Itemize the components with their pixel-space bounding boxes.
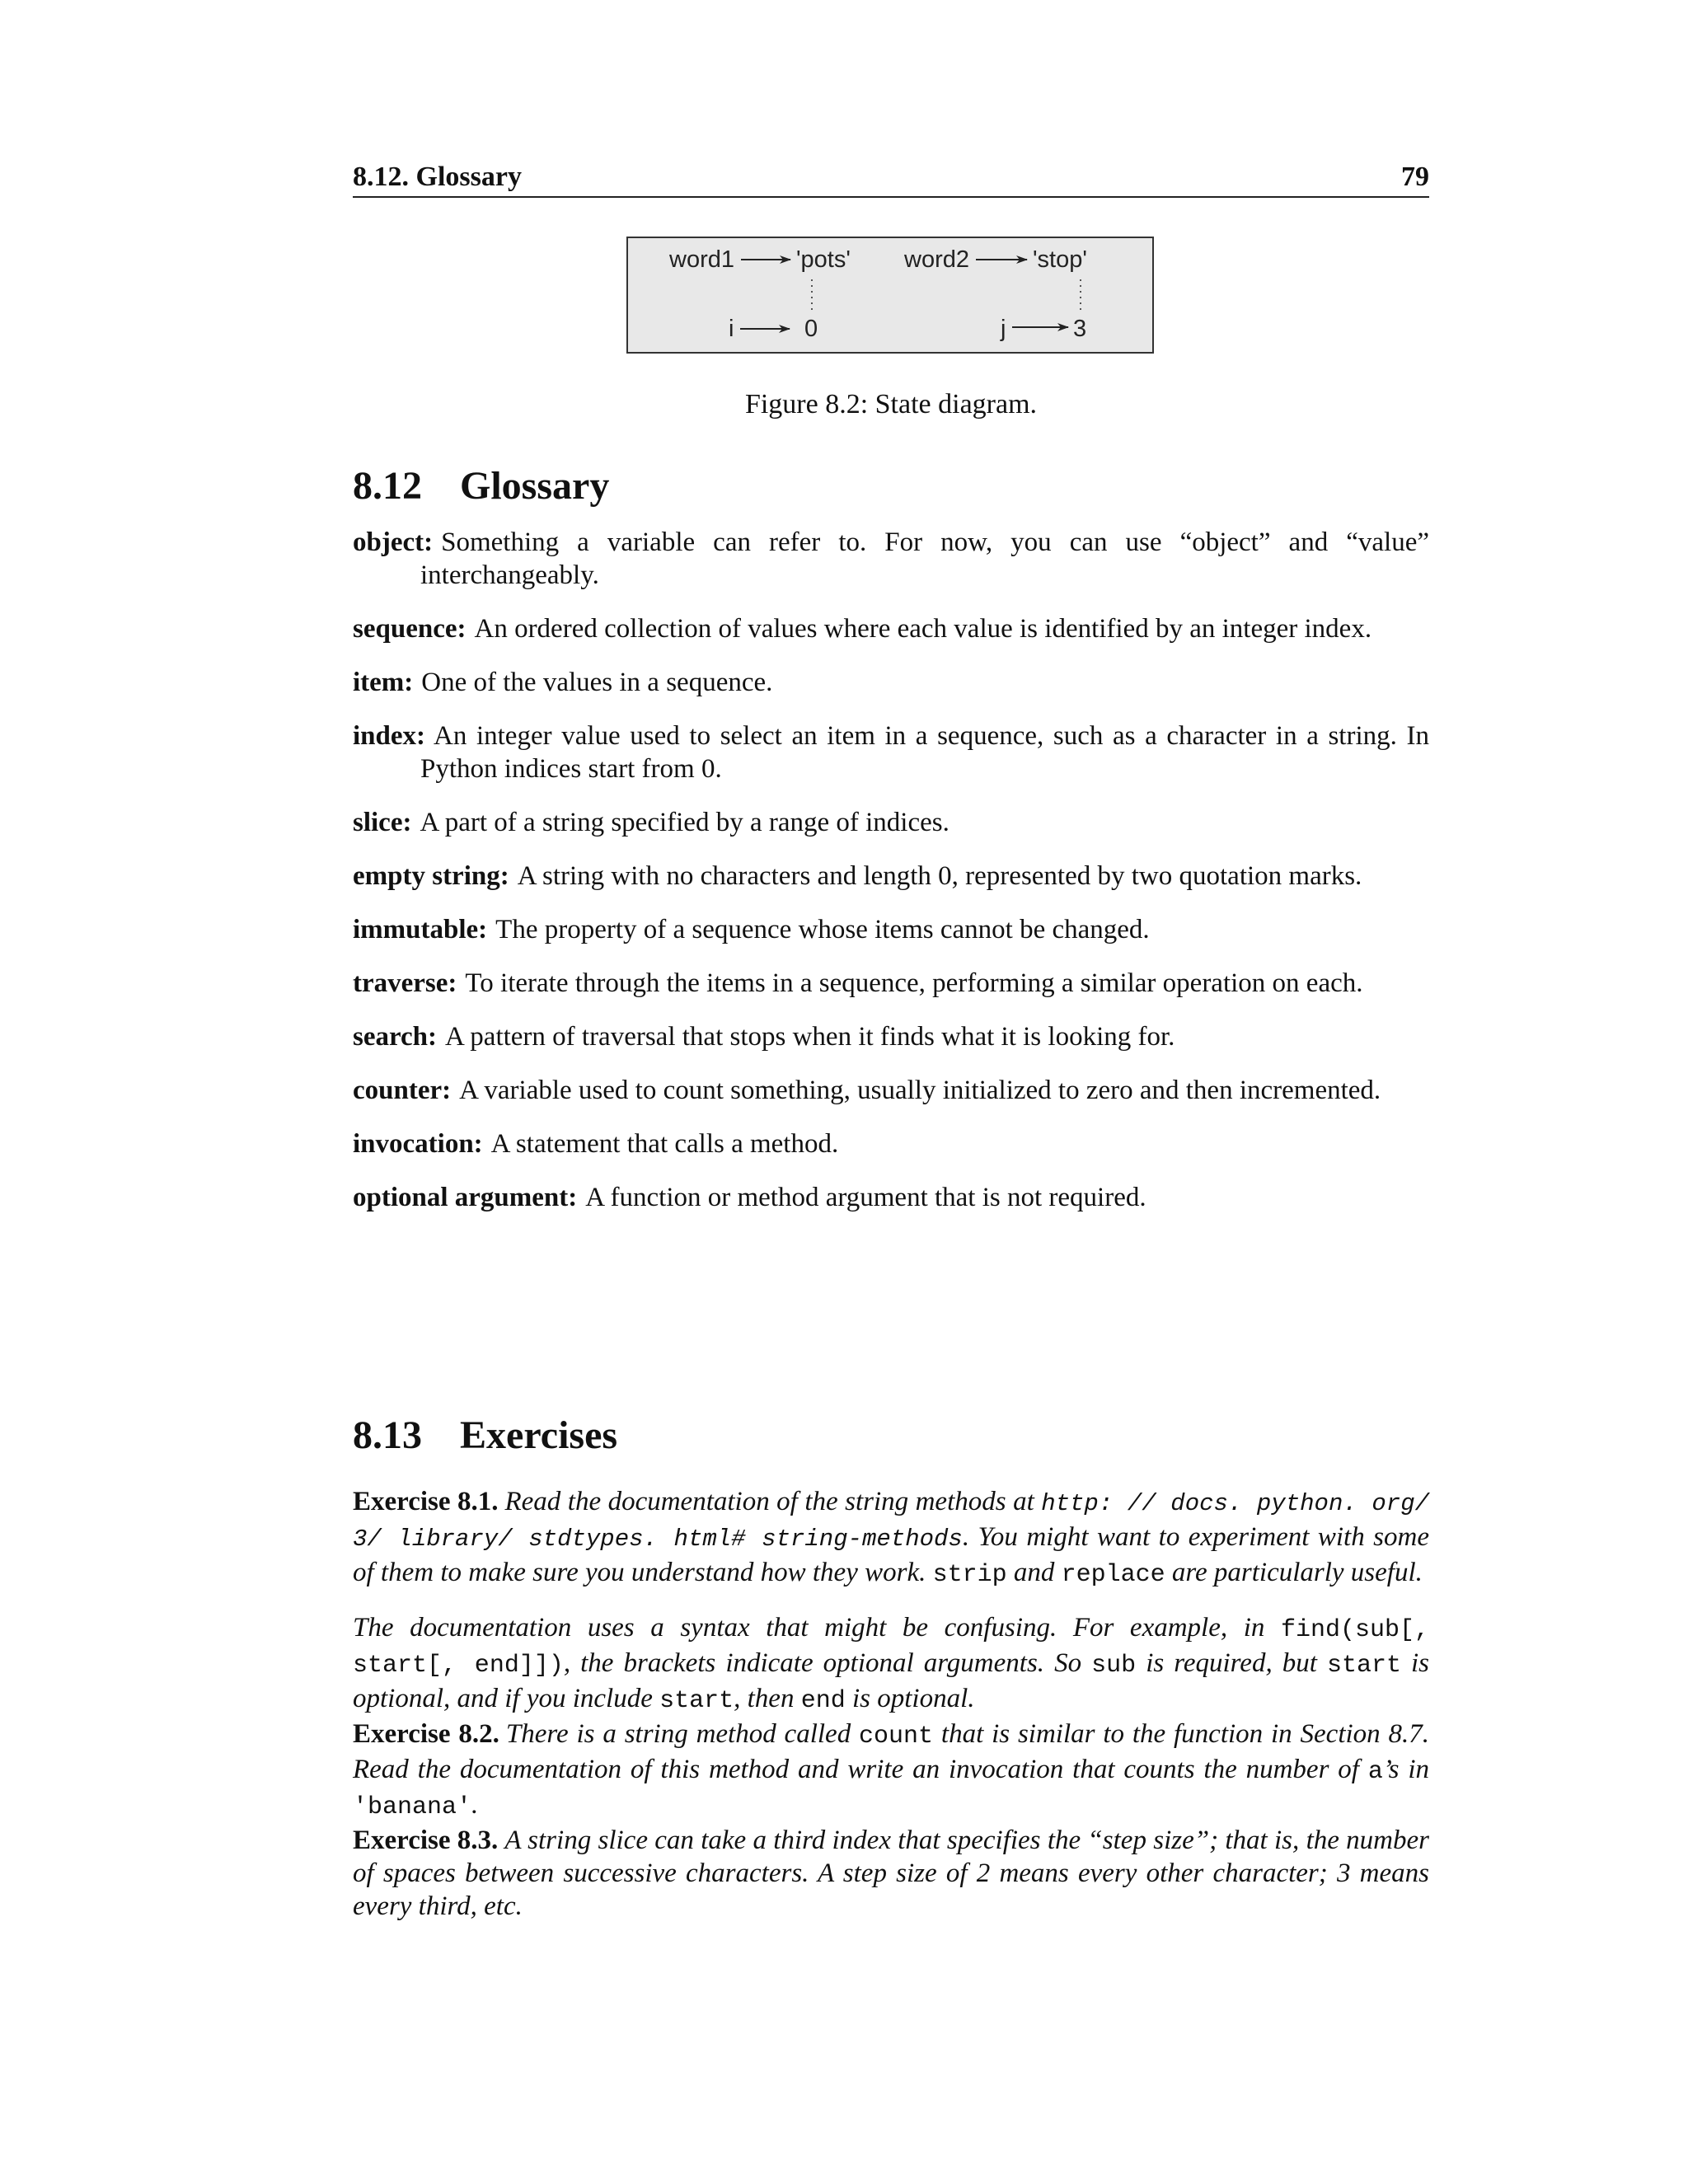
code-start: start: [1326, 1652, 1401, 1680]
label-i: i: [729, 316, 734, 342]
glossary-definition: A variable used to count something, usually initialized to zero and then incremented.: [459, 1076, 1381, 1105]
exercise-8-1: [353, 1485, 1429, 1591]
glossary-term: optional argument:: [353, 1183, 578, 1212]
exercise-label: Exercise 8.3.: [353, 1825, 499, 1855]
code-a: a: [1367, 1758, 1383, 1786]
figure-caption: Figure 8.2: State diagram.: [744, 389, 1038, 419]
label-word1: word1: [669, 246, 734, 273]
exercise-text: are particularly useful.: [1165, 1558, 1423, 1587]
exercises-body: [353, 1485, 1429, 1923]
exercise-text: Read the documentation of the string methods at: [504, 1487, 1042, 1516]
code-replace: replace: [1061, 1561, 1165, 1589]
glossary-definition: An integer value used to select an item in a sequence, such as a character in a string. In Python indices start from 0.: [420, 721, 1429, 784]
state-diagram-svg: [628, 238, 1156, 355]
running-head-section: 8.12. Glossary: [353, 162, 522, 192]
glossary-entry: [353, 913, 1429, 946]
glossary-definition: To iterate through the items in a sequence, performing a similar operation on each.: [465, 968, 1363, 998]
glossary-term: sequence:: [353, 614, 467, 644]
glossary-term: search:: [353, 1022, 438, 1052]
glossary-definition: A function or method argument that is not required.: [585, 1183, 1146, 1212]
glossary-definition: A string with no characters and length 0, represented by two quotation marks.: [517, 861, 1362, 891]
glossary-list: [353, 526, 1429, 1235]
docs-url: http: // docs. python. org/ 3/ library/ stdtypes. html# string-methods: [353, 1490, 1429, 1553]
glossary-definition: Something a variable can refer to. For now, you can use “object” and “value” interchangeably.: [420, 527, 1429, 590]
glossary-entry: [353, 1020, 1429, 1053]
glossary-title: Glossary: [460, 464, 610, 508]
label-stop: 'stop': [1033, 246, 1087, 273]
glossary-heading: [353, 463, 609, 509]
code-start: start: [659, 1687, 734, 1715]
code-find-signature: find(sub[, start[, end]]): [353, 1616, 1429, 1680]
exercise-text: , the brackets indicate optional arguments. So: [563, 1648, 1092, 1678]
glossary-entry: [353, 1181, 1429, 1214]
code-banana: 'banana': [353, 1793, 472, 1821]
exercise-text: is optional, and if you include: [353, 1648, 1430, 1713]
running-head: [353, 158, 1429, 198]
exercises-title: Exercises: [460, 1413, 618, 1457]
exercise-text: . You might want to experiment with some of them to make sure you understand how they work.: [353, 1522, 1430, 1587]
exercise-text: ’s in: [1382, 1755, 1429, 1784]
glossary-definition: One of the values in a sequence.: [421, 668, 773, 697]
exercise-text: A string slice can take a third index that specifies the “step size”; that is, the number of spaces between successive characters. A step size of 2 means every other character; 3 means every third, etc.: [353, 1825, 1430, 1921]
glossary-number: 8.12: [353, 464, 422, 508]
exercise-8-3: [353, 1824, 1429, 1923]
glossary-term: counter:: [353, 1076, 452, 1105]
exercise-8-2: [353, 1718, 1429, 1824]
glossary-term: object:: [353, 527, 434, 557]
exercise-text: The documentation uses a syntax that might be confusing. For example, in: [353, 1613, 1281, 1643]
label-zero: 0: [804, 316, 818, 342]
exercise-text: is optional.: [845, 1684, 975, 1713]
exercise-text: There is a string method called: [505, 1719, 860, 1749]
exercise-label: Exercise 8.1.: [353, 1487, 499, 1516]
glossary-entry: [353, 806, 1429, 839]
glossary-term: immutable:: [353, 915, 488, 944]
glossary-entry: [353, 719, 1429, 785]
label-word2: word2: [904, 246, 969, 273]
exercise-text: and: [1006, 1558, 1062, 1587]
exercise-8-1-note: [353, 1611, 1429, 1718]
exercise-text: .: [471, 1790, 479, 1820]
exercise-text: that is similar to the function in Section 8.7. Read the documentation of this method and write an invocation that counts the number of: [353, 1719, 1430, 1784]
glossary-definition: A pattern of traversal that stops when it finds what it is looking for.: [445, 1022, 1175, 1052]
exercise-text: is required, but: [1136, 1648, 1327, 1678]
glossary-term: item:: [353, 668, 414, 697]
glossary-entry: [353, 666, 1429, 699]
label-j: j: [1001, 316, 1006, 342]
label-pots: 'pots': [796, 246, 851, 273]
glossary-term: slice:: [353, 808, 412, 837]
glossary-entry: [353, 1074, 1429, 1107]
glossary-entry: [353, 612, 1429, 645]
label-three: 3: [1073, 316, 1087, 342]
glossary-entry: [353, 860, 1429, 893]
glossary-definition: An ordered collection of values where each value is identified by an integer index.: [474, 614, 1372, 644]
code-strip: strip: [932, 1561, 1007, 1589]
glossary-entry: [353, 526, 1429, 592]
exercise-text: , then: [734, 1684, 801, 1713]
glossary-definition: The property of a sequence whose items cannot be changed.: [495, 915, 1150, 944]
glossary-term: index:: [353, 721, 426, 751]
glossary-term: empty string:: [353, 861, 509, 891]
code-sub: sub: [1091, 1652, 1137, 1680]
glossary-term: traverse:: [353, 968, 457, 998]
page-number: 79: [1401, 162, 1429, 192]
exercises-number: 8.13: [353, 1413, 422, 1457]
glossary-entry: [353, 1127, 1429, 1160]
exercise-label: Exercise 8.2.: [353, 1719, 499, 1749]
glossary-definition: A part of a string specified by a range of indices.: [420, 808, 950, 837]
code-end: end: [800, 1687, 846, 1715]
code-count: count: [859, 1722, 934, 1750]
exercises-heading: [353, 1413, 617, 1458]
glossary-term: invocation:: [353, 1129, 483, 1159]
glossary-entry: [353, 967, 1429, 1000]
glossary-definition: A statement that calls a method.: [490, 1129, 839, 1159]
state-diagram: [626, 237, 1154, 354]
